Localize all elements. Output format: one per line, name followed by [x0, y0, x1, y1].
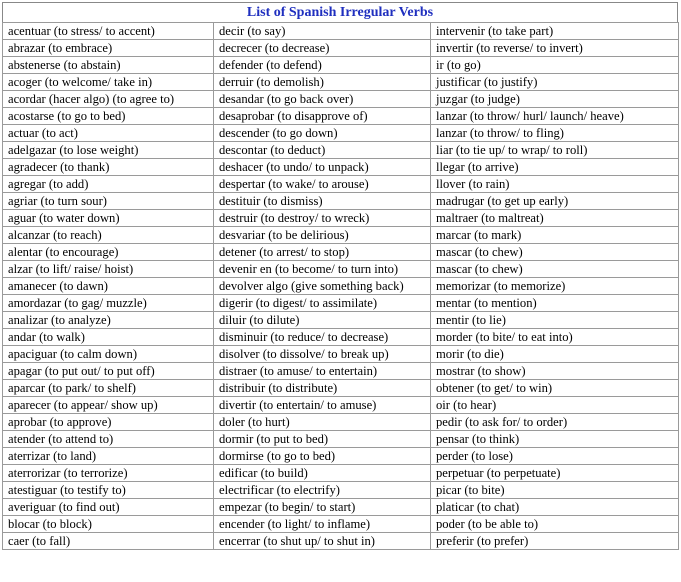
verb-cell: destruir (to destroy/ to wreck) [214, 210, 431, 227]
table-row [3, 482, 679, 499]
verb-cell: descender (to go down) [214, 125, 431, 142]
verb-cell: apagar (to put out/ to put off) [3, 363, 214, 380]
table-row [3, 431, 679, 448]
table-row [3, 312, 679, 329]
verb-cell: electrificar (to electrify) [214, 482, 431, 499]
verb-cell: lanzar (to throw/ to fling) [431, 125, 679, 142]
verb-cell: memorizar (to memorize) [431, 278, 679, 295]
verb-cell: encender (to light/ to inflame) [214, 516, 431, 533]
verb-cell: justificar (to justify) [431, 74, 679, 91]
verb-cell: destituir (to dismiss) [214, 193, 431, 210]
verb-cell: aparecer (to appear/ show up) [3, 397, 214, 414]
verb-cell: disolver (to dissolve/ to break up) [214, 346, 431, 363]
verb-cell: aguar (to water down) [3, 210, 214, 227]
verb-cell: analizar (to analyze) [3, 312, 214, 329]
verb-cell: maltraer (to maltreat) [431, 210, 679, 227]
verb-cell: llover (to rain) [431, 176, 679, 193]
verb-cell: juzgar (to judge) [431, 91, 679, 108]
table-row [3, 465, 679, 482]
verb-cell: caer (to fall) [3, 533, 214, 550]
verb-cell: mascar (to chew) [431, 261, 679, 278]
verb-cell: madrugar (to get up early) [431, 193, 679, 210]
verb-cell: obtener (to get/ to win) [431, 380, 679, 397]
verb-cell: devenir en (to become/ to turn into) [214, 261, 431, 278]
verb-cell: dormir (to put to bed) [214, 431, 431, 448]
verb-cell: decrecer (to decrease) [214, 40, 431, 57]
verb-cell: acostarse (to go to bed) [3, 108, 214, 125]
verb-cell: intervenir (to take part) [431, 23, 679, 40]
table-row [3, 125, 679, 142]
verb-cell: mascar (to chew) [431, 244, 679, 261]
verb-cell: acordar (hacer algo) (to agree to) [3, 91, 214, 108]
verb-cell: diluir (to dilute) [214, 312, 431, 329]
verb-cell: pensar (to think) [431, 431, 679, 448]
verb-cell: digerir (to digest/ to assimilate) [214, 295, 431, 312]
verb-cell: agregar (to add) [3, 176, 214, 193]
verb-cell: agriar (to turn sour) [3, 193, 214, 210]
verb-cell: atestiguar (to testify to) [3, 482, 214, 499]
table-row [3, 448, 679, 465]
table-row [3, 227, 679, 244]
verb-cell: perpetuar (to perpetuate) [431, 465, 679, 482]
verb-table [2, 22, 679, 550]
table-row [3, 176, 679, 193]
verb-list-page [2, 2, 678, 580]
table-row [3, 295, 679, 312]
page-title: List of Spanish Irregular Verbs [2, 2, 678, 22]
verb-cell: divertir (to entertain/ to amuse) [214, 397, 431, 414]
table-row [3, 142, 679, 159]
verb-cell: aprobar (to approve) [3, 414, 214, 431]
verb-cell: aterrizar (to land) [3, 448, 214, 465]
verb-cell: deshacer (to undo/ to unpack) [214, 159, 431, 176]
verb-cell: oir (to hear) [431, 397, 679, 414]
verb-cell: invertir (to reverse/ to invert) [431, 40, 679, 57]
verb-cell: agradecer (to thank) [3, 159, 214, 176]
verb-cell: descontar (to deduct) [214, 142, 431, 159]
table-row [3, 380, 679, 397]
verb-cell: disminuir (to reduce/ to decrease) [214, 329, 431, 346]
verb-cell: alcanzar (to reach) [3, 227, 214, 244]
verb-cell: dormirse (to go to bed) [214, 448, 431, 465]
table-row [3, 74, 679, 91]
verb-cell: aparcar (to park/ to shelf) [3, 380, 214, 397]
table-row [3, 278, 679, 295]
verb-cell: edificar (to build) [214, 465, 431, 482]
verb-cell: despertar (to wake/ to arouse) [214, 176, 431, 193]
table-row [3, 329, 679, 346]
verb-cell: encerrar (to shut up/ to shut in) [214, 533, 431, 550]
verb-cell: adelgazar (to lose weight) [3, 142, 214, 159]
verb-cell: atender (to attend to) [3, 431, 214, 448]
verb-cell: preferir (to prefer) [431, 533, 679, 550]
verb-cell: marcar (to mark) [431, 227, 679, 244]
table-row [3, 244, 679, 261]
verb-cell: pedir (to ask for/ to order) [431, 414, 679, 431]
verb-cell: aterrorizar (to terrorize) [3, 465, 214, 482]
verb-cell: decir (to say) [214, 23, 431, 40]
verb-cell: liar (to tie up/ to wrap/ to roll) [431, 142, 679, 159]
table-row [3, 261, 679, 278]
table-row [3, 57, 679, 74]
verb-table-body [3, 23, 679, 550]
verb-cell: distraer (to amuse/ to entertain) [214, 363, 431, 380]
verb-cell: llegar (to arrive) [431, 159, 679, 176]
verb-cell: derruir (to demolish) [214, 74, 431, 91]
verb-cell: acoger (to welcome/ take in) [3, 74, 214, 91]
verb-cell: blocar (to block) [3, 516, 214, 533]
verb-cell: perder (to lose) [431, 448, 679, 465]
verb-cell: amordazar (to gag/ muzzle) [3, 295, 214, 312]
verb-cell: detener (to arrest/ to stop) [214, 244, 431, 261]
verb-cell: alentar (to encourage) [3, 244, 214, 261]
verb-cell: actuar (to act) [3, 125, 214, 142]
verb-cell: abstenerse (to abstain) [3, 57, 214, 74]
table-row [3, 40, 679, 57]
verb-cell: doler (to hurt) [214, 414, 431, 431]
verb-cell: picar (to bite) [431, 482, 679, 499]
verb-cell: mostrar (to show) [431, 363, 679, 380]
table-row [3, 193, 679, 210]
verb-cell: abrazar (to embrace) [3, 40, 214, 57]
table-row [3, 108, 679, 125]
table-row [3, 414, 679, 431]
verb-cell: morir (to die) [431, 346, 679, 363]
verb-cell: alzar (to lift/ raise/ hoist) [3, 261, 214, 278]
table-row [3, 363, 679, 380]
verb-cell: devolver algo (give something back) [214, 278, 431, 295]
verb-cell: distribuir (to distribute) [214, 380, 431, 397]
table-row [3, 91, 679, 108]
verb-cell: acentuar (to stress/ to accent) [3, 23, 214, 40]
verb-cell: desaprobar (to disapprove of) [214, 108, 431, 125]
verb-cell: averiguar (to find out) [3, 499, 214, 516]
table-row [3, 533, 679, 550]
verb-cell: platicar (to chat) [431, 499, 679, 516]
table-row [3, 159, 679, 176]
verb-cell: empezar (to begin/ to start) [214, 499, 431, 516]
verb-cell: apaciguar (to calm down) [3, 346, 214, 363]
verb-cell: andar (to walk) [3, 329, 214, 346]
table-row [3, 397, 679, 414]
verb-cell: desandar (to go back over) [214, 91, 431, 108]
verb-cell: ir (to go) [431, 57, 679, 74]
verb-cell: morder (to bite/ to eat into) [431, 329, 679, 346]
verb-cell: amanecer (to dawn) [3, 278, 214, 295]
verb-cell: poder (to be able to) [431, 516, 679, 533]
verb-cell: desvariar (to be delirious) [214, 227, 431, 244]
table-row [3, 346, 679, 363]
table-row [3, 210, 679, 227]
verb-cell: lanzar (to throw/ hurl/ launch/ heave) [431, 108, 679, 125]
table-row [3, 499, 679, 516]
verb-cell: defender (to defend) [214, 57, 431, 74]
verb-cell: mentir (to lie) [431, 312, 679, 329]
table-row [3, 516, 679, 533]
table-row [3, 23, 679, 40]
verb-cell: mentar (to mention) [431, 295, 679, 312]
